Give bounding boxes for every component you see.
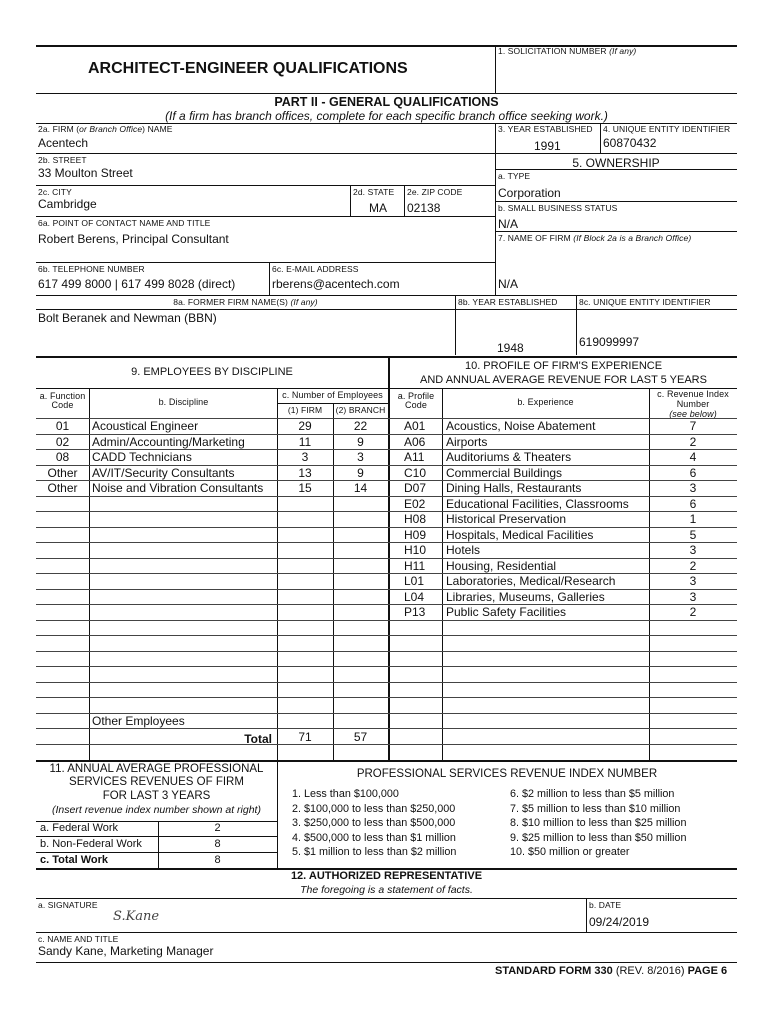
experience-item[interactable]: Acoustics, Noise Abatement [446,419,596,433]
state-label: 2d. STATE [353,187,395,197]
profile-code-header: a. Profile Code [397,391,435,410]
authorized-title: 12. AUTHORIZED REPRESENTATIVE [290,870,483,882]
firm-name-value[interactable]: Acentech [38,136,89,150]
revenue-index-item: 9. $25 million to less than $50 million [510,831,687,844]
divider [404,185,405,216]
signature-label: a. SIGNATURE [38,900,98,910]
divider [495,45,496,93]
revenue-index-item: 4. $500,000 to less than $1 million [292,831,456,844]
table-row-line [36,697,737,698]
small-business-label: b. SMALL BUSINESS STATUS [498,203,618,213]
other-employees-label: Other Employees [92,714,185,728]
non-federal-work-label: b. Non-Federal Work [40,838,142,850]
table-row-line [36,527,737,528]
divider [36,216,495,217]
revenue-index[interactable]: 2 [689,559,697,573]
table-row-line [36,573,737,574]
state-value[interactable]: MA [369,201,387,215]
discipline[interactable]: AV/IT/Security Consultants [92,466,235,480]
former-name-label: 8a. FORMER FIRM NAME(S) (If any) [173,297,318,307]
divider [36,852,277,853]
profile-code[interactable]: H10 [404,543,427,557]
type-value[interactable]: Corporation [498,186,561,200]
table-row-line [36,744,737,745]
divider [600,123,601,153]
divider [36,356,737,358]
revenue-index[interactable]: 6 [689,466,697,480]
table-row-line [36,604,737,605]
divider [495,231,737,232]
revenue-index[interactable]: 2 [689,435,697,449]
former-year-value[interactable]: 1948 [497,341,524,355]
divider [36,962,737,963]
discipline[interactable]: Acoustical Engineer [92,419,199,433]
firm-count[interactable]: 29 [298,419,312,433]
experience-item[interactable]: Libraries, Museums, Galleries [446,590,605,604]
revenue-index[interactable]: 3 [689,574,697,588]
revenue-index[interactable]: 3 [689,590,697,604]
firm-count[interactable]: 11 [298,435,312,449]
divider [36,93,737,94]
revenue-index-item: 10. $50 million or greater [510,846,630,859]
revenue-index[interactable]: 2 [689,605,697,619]
profile-code[interactable]: P13 [404,605,426,619]
table-row-line [36,728,737,729]
street-label: 2b. STREET [38,155,87,165]
table-row-line [36,620,737,621]
firm-count[interactable]: 15 [298,481,312,495]
total-label: Total [244,732,272,746]
branch-count[interactable]: 9 [357,435,364,449]
branch-count[interactable]: 9 [357,466,364,480]
experience-item[interactable]: Laboratories, Medical/Research [446,574,616,588]
zip-label: 2e. ZIP CODE [407,187,463,197]
date-label: b. DATE [589,900,622,910]
divider [495,169,737,170]
total-branch[interactable]: 57 [353,730,368,744]
revenue-index[interactable]: 3 [689,543,697,557]
former-uei-label: 8c. UNIQUE ENTITY IDENTIFIER [579,297,711,307]
profile-code[interactable]: L01 [404,574,425,588]
profile-code[interactable]: D07 [404,481,427,495]
revenue-index-item: 2. $100,000 to less than $250,000 [292,802,456,815]
firm-name-label: 2a. FIRM (or Branch Office) NAME [38,124,173,134]
revenue-index-item: 6. $2 million to less than $5 million [510,788,675,800]
federal-work-label: a. Federal Work [40,822,119,834]
divider [36,185,495,186]
divider [36,836,277,837]
branch-name-label: 7. NAME OF FIRM (If Block 2a is a Branch Office) [498,233,692,243]
divider [36,295,737,296]
profile-code[interactable]: A01 [404,419,426,433]
profile-code[interactable]: E02 [404,497,426,511]
revenue-index[interactable]: 4 [689,450,697,464]
revenue-index-item: 8. $10 million to less than $25 million [510,817,687,830]
non-federal-work-value[interactable]: 8 [214,838,221,850]
part-title: PART II - GENERAL QUALIFICATIONS [274,95,499,109]
experience-item[interactable]: Hospitals, Medical Facilities [446,528,594,542]
name-title-value[interactable]: Sandy Kane, Marketing Manager [38,944,214,958]
function-code[interactable]: Other [47,481,78,495]
branch-count-header: (2) BRANCH [335,405,386,415]
zip-value[interactable]: 02138 [407,201,441,215]
year-established-value[interactable]: 1991 [534,139,561,153]
profile-code[interactable]: C10 [404,466,427,480]
former-year-label: 8b. YEAR ESTABLISHED [458,297,558,307]
divider [36,760,737,762]
experience-item[interactable]: Dining Halls, Restaurants [446,481,582,495]
divider [495,201,737,202]
signature-image[interactable]: S.Kane [113,909,160,924]
divider [36,309,737,310]
former-uei-value[interactable]: 619099997 [579,335,640,349]
ownership-label: 5. OWNERSHIP [572,156,660,170]
city-value[interactable]: Cambridge [38,197,97,211]
table-row-line [36,542,737,543]
discipline[interactable]: Noise and Vibration Consultants [92,481,264,495]
number-employees-header: c. Number of Employees [282,390,383,400]
street-value[interactable]: 33 Moulton Street [38,166,133,180]
solicitation-label: 1. SOLICITATION NUMBER (If any) [498,46,637,56]
function-code[interactable]: 02 [55,435,70,449]
revenue-index[interactable]: 5 [689,528,697,542]
experience-item[interactable]: Educational Facilities, Classrooms [446,497,629,511]
revenue-title-1: 11. ANNUAL AVERAGE PROFESSIONAL [49,763,264,775]
divider [36,932,737,933]
branch-count[interactable]: 3 [357,450,364,464]
divider [586,898,587,932]
experience-header: b. Experience [517,397,574,407]
revenue-index-item: 1. Less than $100,000 [292,788,399,800]
table-row-line [36,511,737,512]
experience-item[interactable]: Auditoriums & Theaters [446,450,572,464]
revenue-index[interactable]: 6 [689,497,697,511]
type-label: a. TYPE [498,171,531,181]
experience-item[interactable]: Historical Preservation [446,512,567,526]
function-code[interactable]: Other [47,466,78,480]
revenue-index-item: 5. $1 million to less than $2 million [292,846,457,859]
email-value[interactable]: rberens@acentech.com [272,277,400,291]
branch-count[interactable]: 14 [353,481,368,495]
discipline[interactable]: CADD Technicians [92,450,192,464]
revenue-note: (Insert revenue index number shown at right) [52,804,261,816]
experience-item[interactable]: Commercial Buildings [446,466,563,480]
divider [576,295,577,355]
revenue-index[interactable]: 7 [689,419,697,433]
function-code[interactable]: 01 [55,419,70,433]
firm-count-header: (1) FIRM [287,405,323,415]
part-subtitle: (If a firm has branch offices, complete for each specific branch office seeking work.) [165,109,608,123]
branch-count[interactable]: 22 [353,419,368,433]
revenue-index-item: 3. $250,000 to less than $500,000 [292,817,456,830]
divider [36,262,495,263]
experience-title-1: 10. PROFILE OF FIRM'S EXPERIENCE [464,360,663,372]
name-title-label: c. NAME AND TITLE [38,934,119,944]
table-row-line [36,589,737,590]
divider [36,388,737,389]
federal-work-value[interactable]: 2 [214,822,221,834]
experience-title-2: AND ANNUAL AVERAGE REVENUE FOR LAST 5 YEARS [420,374,707,386]
profile-code[interactable]: H11 [404,559,426,573]
divider [350,185,351,216]
divider [36,153,495,154]
table-row-line [36,682,737,683]
authorized-subtitle: The foregoing is a statement of facts. [300,884,473,896]
discipline-header: b. Discipline [158,397,209,407]
date-value[interactable]: 09/24/2019 [589,915,650,929]
table-row-line [36,666,737,667]
year-established-label: 3. YEAR ESTABLISHED [498,124,593,134]
poc-value[interactable]: Robert Berens, Principal Consultant [38,232,229,246]
branch-name-value[interactable]: N/A [498,277,519,291]
revenue-index[interactable]: 3 [689,481,697,495]
experience-item[interactable]: Airports [446,435,488,449]
divider [89,388,90,760]
experience-item[interactable]: Public Safety Facilities [446,605,567,619]
profile-code[interactable]: L04 [404,590,425,604]
form-title: ARCHITECT-ENGINEER QUALIFICATIONS [88,60,408,77]
poc-label: 6a. POINT OF CONTACT NAME AND TITLE [38,218,211,228]
divider [455,295,456,355]
employees-title: 9. EMPLOYEES BY DISCIPLINE [131,366,293,378]
uei-value[interactable]: 60870432 [603,136,657,150]
table-row-line [36,558,737,559]
total-work-value[interactable]: 8 [214,854,221,866]
email-label: 6c. E-MAIL ADDRESS [272,264,359,274]
discipline[interactable]: Admin/Accounting/Marketing [92,435,245,449]
divider [495,153,737,154]
revenue-index-header: c. Revenue Index Number (see below) [657,389,729,419]
function-code-header: a. Function Code [39,391,86,410]
profile-code[interactable]: H08 [404,512,427,526]
phone-label: 6b. TELEPHONE NUMBER [38,264,145,274]
revenue-index[interactable]: 1 [689,512,697,526]
revenue-index-item: 7. $5 million to less than $10 million [510,802,681,815]
profile-code[interactable]: A06 [404,435,426,449]
profile-code[interactable]: H09 [404,528,427,542]
divider [442,388,443,760]
city-label: 2c. CITY [38,187,72,197]
revenue-index-title: PROFESSIONAL SERVICES REVENUE INDEX NUMBER [356,768,658,780]
divider [495,123,496,295]
firm-count[interactable]: 3 [301,450,309,464]
phone-value[interactable]: 617 499 8000 | 617 499 8028 (direct) [38,277,236,291]
table-row-line [36,635,737,636]
profile-code[interactable]: A11 [404,450,425,464]
function-code[interactable]: 08 [55,450,70,464]
form-footer: STANDARD FORM 330 (REV. 8/2016) PAGE 6 [495,965,728,977]
revenue-title-3: FOR LAST 3 YEARS [102,790,211,802]
small-business-value[interactable]: N/A [498,217,519,231]
revenue-title-2: SERVICES REVENUES OF FIRM [69,776,244,788]
table-row-line [36,651,737,652]
uei-label: 4. UNIQUE ENTITY IDENTIFIER [603,124,731,134]
total-work-label: c. Total Work [40,854,109,866]
divider [269,262,270,295]
former-name-value[interactable]: Bolt Beranek and Newman (BBN) [38,311,217,325]
firm-count[interactable]: 13 [298,466,312,480]
experience-item[interactable]: Housing, Residential [446,559,557,573]
divider [36,898,737,899]
table-row-line [36,496,737,497]
experience-item[interactable]: Hotels [446,543,481,557]
total-firm[interactable]: 71 [298,730,312,744]
